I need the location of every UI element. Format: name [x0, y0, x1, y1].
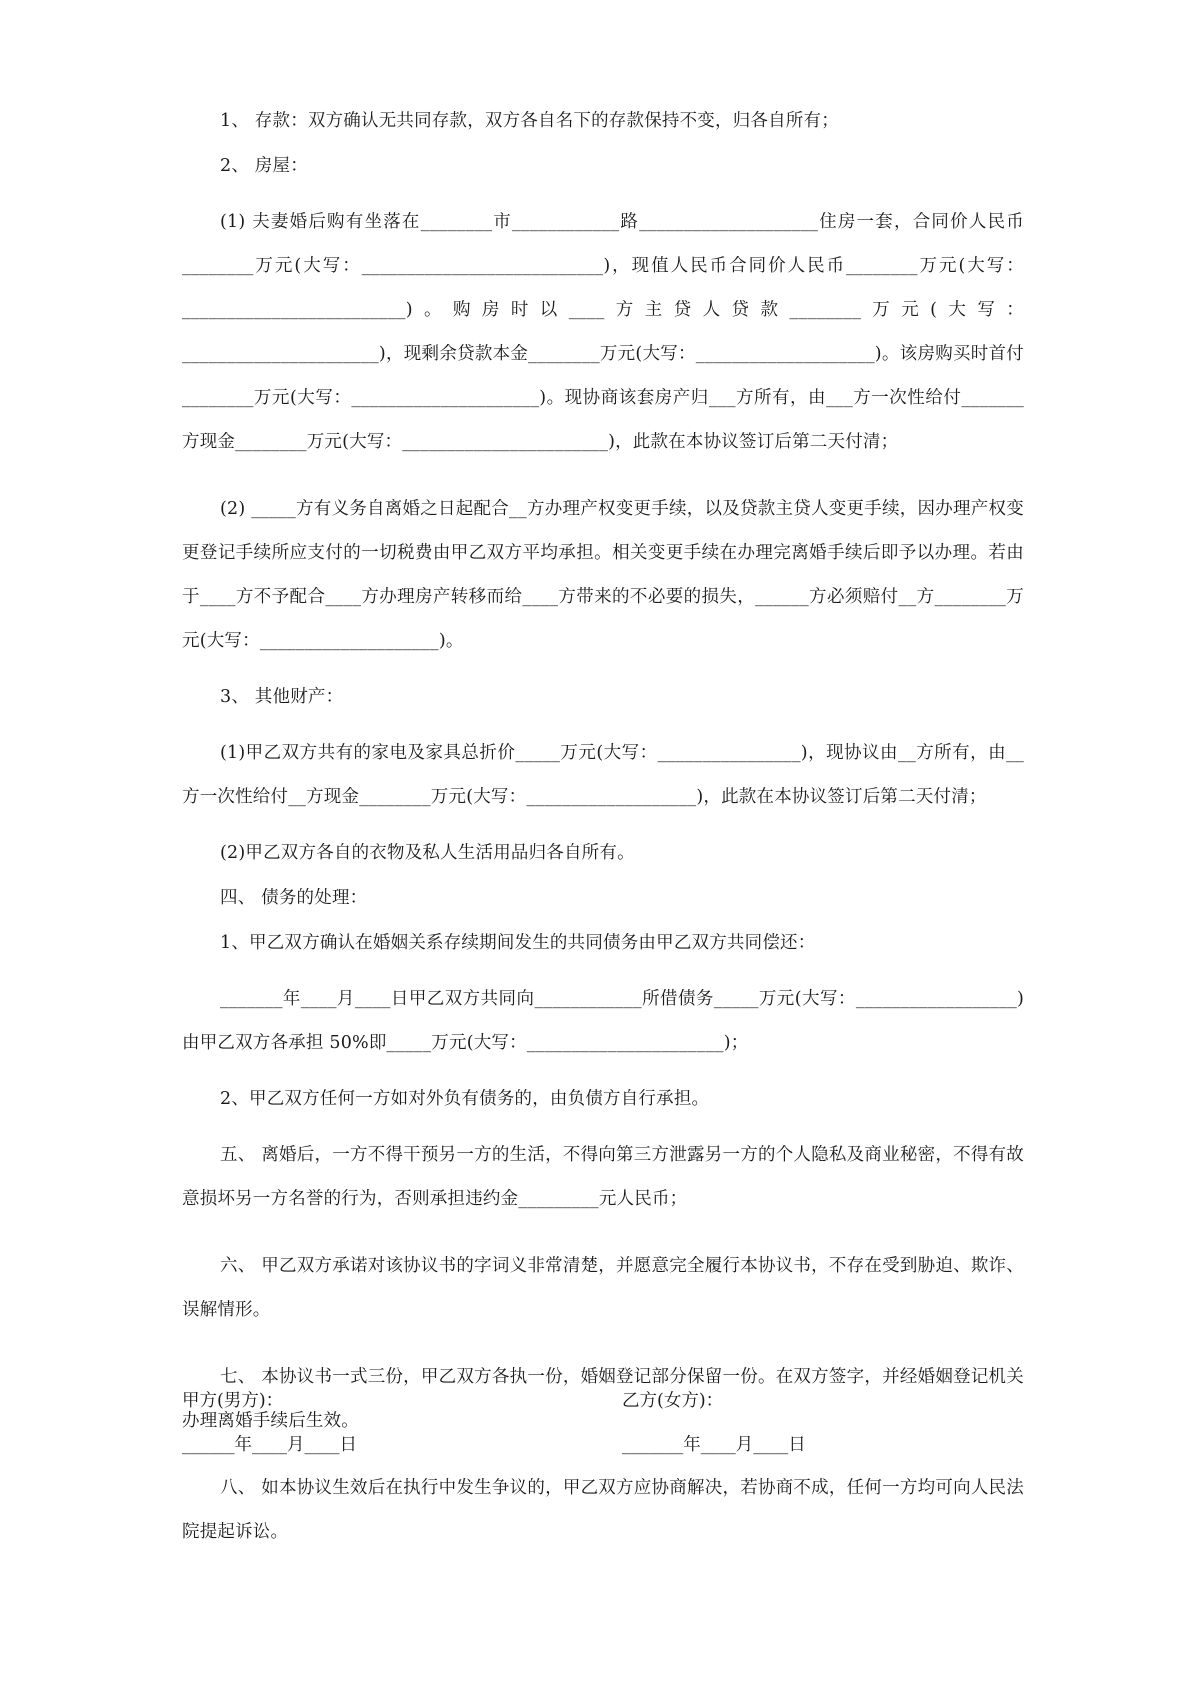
section-five: 五、 离婚后，一方不得干预另一方的生活，不得向第三方泄露另一方的个人隐私及商业秘密，不得有故意损坏另一方名誉的行为，否则承担违约金_________元人民币； — [182, 1145, 1024, 1209]
section-eight: 八、 如本协议生效后在执行中发生争议的，甲乙双方应协商解决，若协商不成，任何一方均可向人民法院提起诉讼。 — [182, 1478, 1024, 1542]
clause-other-property-heading: 3、 其他财产： — [220, 687, 344, 707]
clause-debt-1: 1、甲乙双方确认在婚姻关系存续期间发生的共同债务由甲乙双方共同偿还： — [220, 933, 816, 953]
clause-house-heading: 2、 房屋： — [220, 156, 308, 176]
section-debt-heading: 四、 债务的处理： — [220, 888, 368, 908]
party-a-date: ______年____月____日 — [182, 1435, 357, 1455]
clause-other-property-1: (1)甲乙双方共有的家电及家具总折价_____万元(大写：________________)，现协议由__方所有，由__方一次性给付__方现金________万元(大写：___________________)，此款在本协议签订后第二天付清； — [182, 743, 1024, 807]
section-six: 六、 甲乙双方承诺对该协议书的字词义非常清楚，并愿意完全履行本协议书，不存在受到胁迫、欺诈、误解情形。 — [182, 1256, 1024, 1320]
party-b-label: 乙方(女方)： — [622, 1391, 724, 1411]
clause-debt-2: 2、甲乙双方任何一方如对外负有债务的，由负债方自行承担。 — [220, 1089, 710, 1109]
party-a-label: 甲方(男方)： — [182, 1391, 284, 1411]
clause-other-property-2: (2)甲乙双方各自的衣物及私人生活用品归各自所有。 — [220, 843, 635, 863]
party-b-date: _______年____月____日 — [622, 1435, 806, 1455]
document-body — [182, 110, 1024, 1577]
clause-house-1: (1) 夫妻婚后购有坐落在________市____________路____________________住房一套，合同价人民币________万元(大写：___________________________)，现值人民币合同价人民币________万元(大写：_________________________)。购房时以____方主贷人贷款________万元(大写：______________________)，现剩余贷款本金________万元(大写：____________________)。该房购买时首付________万元(大写：_____________________)。现协商该套房产归___方所有，由___方一次性给付_______方现金________万元(大写：_______________________)，此款在本协议签订后第二天付清； — [182, 212, 1024, 452]
section-seven: 七、 本协议书一式三份，甲乙双方各执一份，婚姻登记部分保留一份。在双方签字，并经婚姻登记机关办理离婚手续后生效。 — [182, 1367, 1024, 1431]
clause-deposit: 1、 存款：双方确认无共同存款，双方各自名下的存款保持不变，归各自所有； — [220, 111, 839, 131]
clause-house-2: (2) _____方有义务自离婚之日起配合__方办理产权变更手续，以及贷款主贷人变更手续，因办理产权变更登记手续所应支付的一切税费由甲乙双方平均承担。相关变更手续在办理完离婚手续后即予以办理。若由于____方不予配合____方办理房产转移而给____方带来的不必要的损失，______方必须赔付__方________万元(大写：____________________)。 — [182, 499, 1024, 651]
clause-debt-detail: _______年____月____日甲乙双方共同向____________所借债务_____万元(大写：__________________)由甲乙双方各承担 50%即_____万元(大写：______________________)； — [182, 989, 1024, 1053]
